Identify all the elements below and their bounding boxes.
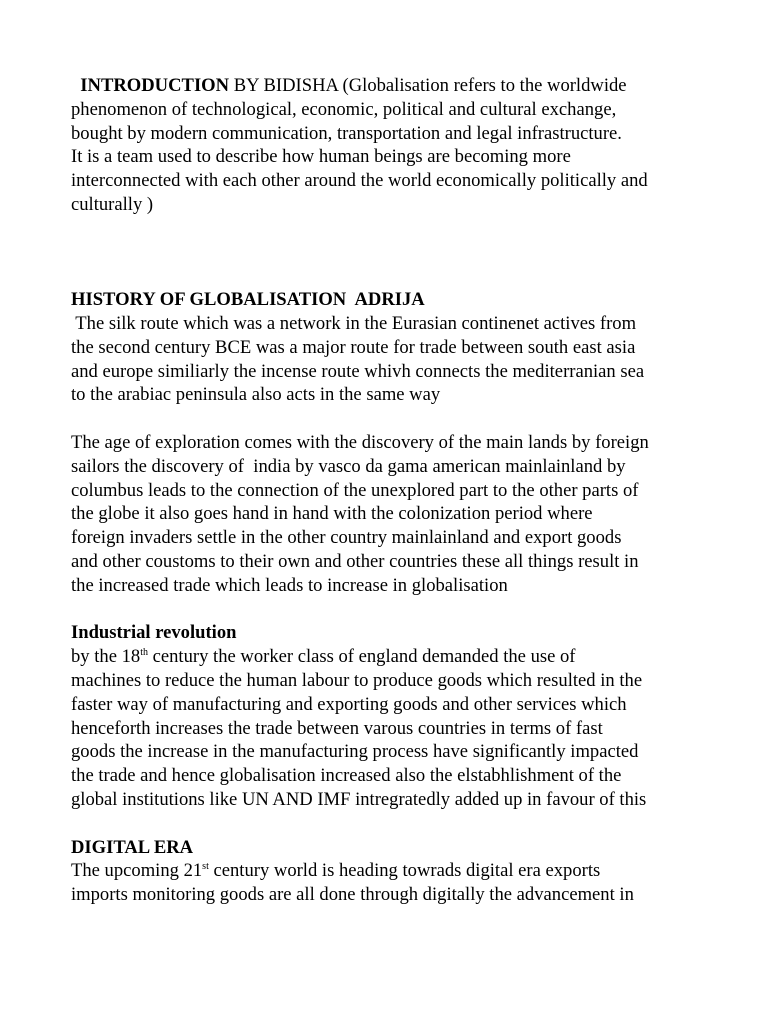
digital-line-1-pre: The upcoming 21	[71, 860, 203, 882]
spacer	[71, 407, 711, 431]
intro-line: phenomenon of technological, economic, political and cultural exchange,	[71, 98, 617, 120]
intro-line-1	[71, 74, 711, 98]
spacer	[71, 217, 711, 288]
history-heading: HISTORY OF GLOBALISATION ADRIJA	[71, 289, 425, 311]
ordinal-superscript: st	[202, 861, 209, 873]
industrial-line-1-post: century the worker class of england demanded the use of	[147, 646, 576, 668]
industrial-line: henceforth increases the trade between varous countries in terms of fast	[71, 717, 603, 739]
industrial-line: global institutions like UN AND IMF intregratedly added up in favour of this	[71, 788, 647, 810]
intro-line: It is a team used to describe how human beings are becoming more	[71, 146, 571, 168]
spacer	[71, 812, 711, 836]
digital-line-1-post: century world is heading towrads digital era exports	[208, 860, 601, 882]
digital-heading: DIGITAL ERA	[71, 836, 194, 858]
spacer	[71, 598, 711, 622]
exploration-line: the globe it also goes hand in hand with the colonization period where	[71, 503, 593, 525]
intro-line-1-text: BY BIDISHA (Globalisation refers to the worldwide	[229, 75, 627, 96]
industrial-line: faster way of manufacturing and exporting goods and other services which	[71, 693, 627, 715]
history-line: The silk route which was a network in the Eurasian continenet actives from	[71, 312, 637, 334]
exploration-line: columbus leads to the connection of the unexplored part to the other parts of	[71, 479, 639, 501]
exploration-paragraph	[71, 431, 711, 598]
history-section	[71, 288, 711, 407]
intro-line: culturally )	[71, 193, 154, 215]
industrial-line-1-pre: by the 18	[71, 646, 141, 668]
industrial-line-1	[71, 645, 711, 669]
industrial-heading: Industrial revolution	[71, 622, 237, 644]
exploration-line: The age of exploration comes with the discovery of the main lands by foreign	[71, 431, 649, 453]
exploration-line: the increased trade which leads to increase in globalisation	[71, 574, 508, 596]
exploration-line: foreign invaders settle in the other country mainlainland and export goods	[71, 527, 622, 549]
industrial-line: the trade and hence globalisation increased also the elstabhlishment of the	[71, 765, 622, 787]
industrial-line: goods the increase in the manufacturing process have significantly impacted	[71, 741, 639, 763]
document-page	[71, 74, 711, 907]
intro-paragraph	[71, 74, 711, 217]
digital-line-1	[71, 859, 711, 883]
digital-line: imports monitoring goods are all done through digitally the advancement in	[71, 884, 634, 906]
history-line: the second century BCE was a major route for trade between south east asia	[71, 336, 636, 358]
history-line: and europe similiarly the incense route whivh connects the mediterranian sea	[71, 360, 645, 382]
digital-section	[71, 836, 711, 907]
industrial-line: machines to reduce the human labour to produce goods which resulted in the	[71, 669, 643, 691]
history-line: to the arabiac peninsula also acts in the same way	[71, 384, 441, 406]
ordinal-superscript: th	[140, 647, 148, 659]
intro-line: bought by modern communication, transportation and legal infrastructure.	[71, 122, 622, 144]
exploration-line: and other coustoms to their own and other countries these all things result in	[71, 550, 639, 572]
intro-line: interconnected with each other around the world economically politically and	[71, 170, 648, 192]
exploration-line: sailors the discovery of india by vasco da gama american mainlainland by	[71, 455, 626, 477]
intro-heading: INTRODUCTION	[80, 75, 230, 96]
industrial-section	[71, 621, 711, 811]
